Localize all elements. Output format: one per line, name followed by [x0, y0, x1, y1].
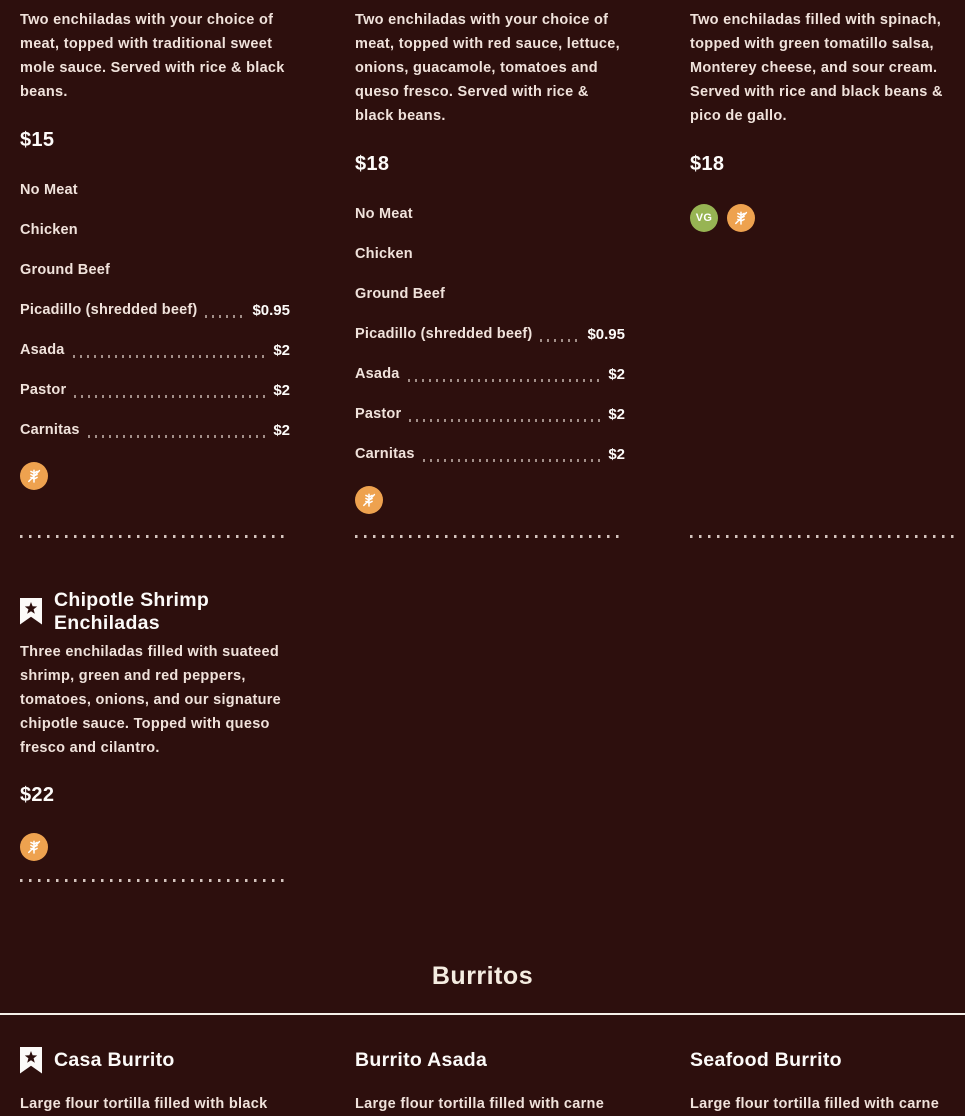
item-price: $18	[690, 153, 725, 175]
option-price: $2	[273, 422, 290, 439]
menu-item-card	[355, 8, 625, 538]
dotted-separator	[690, 535, 960, 538]
option-label: Chicken	[355, 246, 413, 262]
menu-item-card	[20, 1047, 290, 1116]
vegetarian-badge: VG	[690, 204, 718, 232]
item-description: Two enchiladas filled with spinach, topped with green tomatillo salsa, Monterey cheese, and sour cream. Served with rice and black beans & pico de gallo.	[690, 12, 943, 124]
item-title: Seafood Burrito	[690, 1049, 842, 1071]
wheat-icon	[25, 838, 43, 856]
option-label: Asada	[20, 342, 65, 358]
option-price: $0.95	[587, 326, 625, 343]
item-description: Large flour tortilla filled with black	[20, 1096, 268, 1112]
option-price: $2	[273, 382, 290, 399]
gluten-free-badge	[727, 204, 755, 232]
menu-item-card	[20, 588, 290, 882]
dietary-badges	[690, 204, 960, 232]
item-price: $22	[20, 784, 55, 806]
option-row	[355, 246, 625, 286]
dietary-badges	[20, 833, 290, 861]
menu-item-card	[690, 8, 960, 538]
featured-bookmark-icon	[20, 1047, 42, 1074]
option-price: $2	[273, 342, 290, 359]
wheat-icon	[360, 491, 378, 509]
gluten-free-badge	[20, 462, 48, 490]
burritos-items-row	[0, 1047, 965, 1116]
item-options	[355, 206, 625, 486]
option-label: Ground Beef	[355, 286, 446, 302]
dotted-leader	[74, 395, 265, 398]
option-row	[355, 206, 625, 246]
item-description: Two enchiladas with your choice of meat, topped with red sauce, lettuce, onions, guacamole, tomatoes and queso fresco. Served with rice & black beans.	[355, 12, 620, 124]
option-row	[355, 366, 625, 406]
option-price: $0.95	[252, 302, 290, 319]
dotted-separator	[20, 535, 290, 538]
item-title: Burrito Asada	[355, 1049, 488, 1071]
dotted-separator	[20, 879, 290, 882]
option-price: $2	[608, 406, 625, 423]
item-price: $18	[355, 153, 390, 175]
option-row	[20, 382, 290, 422]
option-price: $2	[608, 446, 625, 463]
dotted-leader	[73, 355, 266, 358]
dietary-badges	[20, 462, 290, 490]
option-label: No Meat	[355, 206, 413, 222]
item-description: Three enchiladas filled with suateed shrimp, green and red peppers, tomatoes, onions, and our signature chipotle sauce. Topped with queso fresco and cilantro.	[20, 644, 282, 756]
item-title: Casa Burrito	[54, 1049, 175, 1071]
item-heading	[20, 1047, 290, 1074]
dotted-leader	[408, 379, 601, 382]
menu-item-card	[20, 8, 290, 538]
featured-bookmark-icon	[20, 598, 42, 625]
item-heading	[355, 1047, 625, 1074]
dotted-separator	[355, 535, 625, 538]
option-row	[20, 422, 290, 462]
section-title: Burritos	[431, 962, 534, 990]
option-label: Picadillo (shredded beef)	[20, 302, 198, 318]
option-row	[20, 342, 290, 382]
option-label: Ground Beef	[20, 262, 111, 278]
option-label: Pastor	[355, 406, 402, 422]
item-description: Large flour tortilla filled with carne	[355, 1096, 605, 1112]
wheat-icon	[25, 467, 43, 485]
item-description: Two enchiladas with your choice of meat, topped with traditional sweet mole sauce. Served with rice & black beans.	[20, 12, 285, 100]
option-row	[20, 222, 290, 262]
menu-item-card	[690, 1047, 960, 1116]
wheat-icon	[732, 209, 750, 227]
item-options	[20, 182, 290, 462]
option-row	[20, 302, 290, 342]
dotted-leader	[205, 315, 244, 318]
menu-item-card	[355, 1047, 625, 1116]
item-price: $15	[20, 129, 55, 151]
item-heading	[690, 1047, 960, 1074]
option-label: Asada	[355, 366, 400, 382]
section-divider	[0, 1013, 965, 1015]
option-label: Picadillo (shredded beef)	[355, 326, 533, 342]
option-label: Chicken	[20, 222, 78, 238]
option-row	[355, 326, 625, 366]
option-row	[355, 446, 625, 486]
dotted-leader	[540, 339, 579, 342]
option-price: $2	[608, 366, 625, 383]
dietary-badges	[355, 486, 625, 514]
option-label: Carnitas	[20, 422, 80, 438]
dotted-leader	[423, 459, 601, 462]
gluten-free-badge	[355, 486, 383, 514]
dotted-leader	[409, 419, 600, 422]
option-row	[20, 262, 290, 302]
option-row	[20, 182, 290, 222]
empty-cell	[355, 598, 625, 882]
item-heading	[20, 588, 290, 634]
item-title: Chipotle Shrimp Enchiladas	[54, 588, 210, 634]
option-row	[355, 286, 625, 326]
option-row	[355, 406, 625, 446]
option-label: Pastor	[20, 382, 67, 398]
item-description: Large flour tortilla filled with carne	[690, 1096, 940, 1112]
featured-item-row	[0, 588, 965, 882]
dotted-leader	[88, 435, 266, 438]
gluten-free-badge	[20, 833, 48, 861]
option-label: No Meat	[20, 182, 78, 198]
empty-cell	[690, 598, 960, 882]
option-label: Carnitas	[355, 446, 415, 462]
enchiladas-items-row	[0, 0, 965, 538]
